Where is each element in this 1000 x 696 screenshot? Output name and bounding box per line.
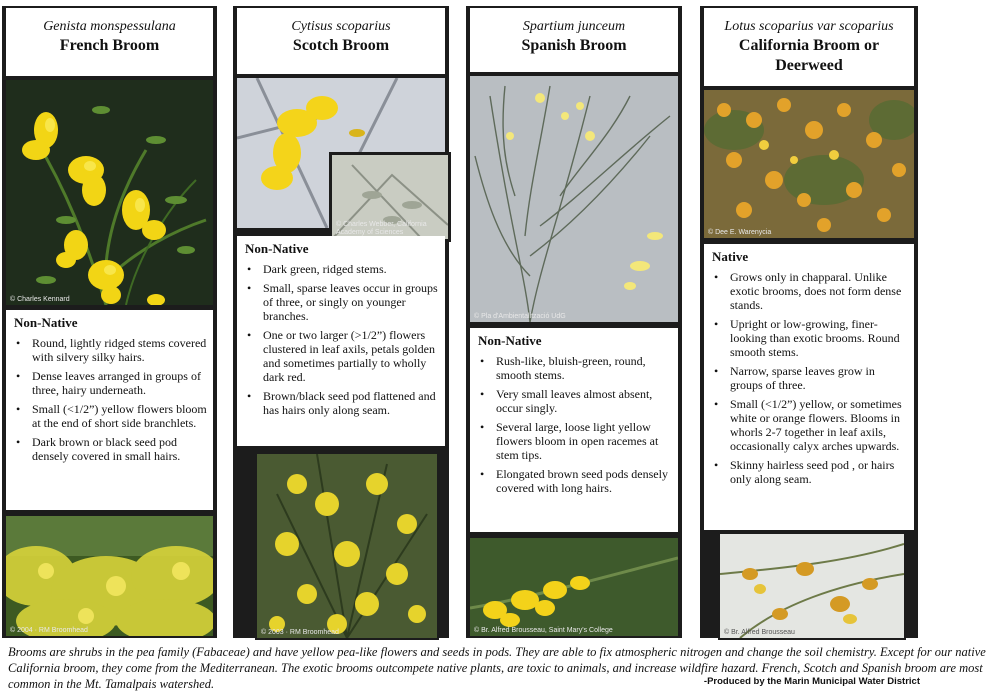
native-status: Non-Native	[478, 333, 542, 348]
scientific-name: Cytisus scoparius	[291, 19, 391, 34]
native-status: Non-Native	[14, 315, 78, 330]
feature-item: • Dense leaves arranged in groups of three, hairy underneath.	[6, 369, 207, 397]
shrub-photo	[255, 452, 439, 640]
feature-item: • Skinny hairless seed pod , or hairs only along seam.	[704, 458, 908, 486]
feature-item: • Narrow, sparse leaves grow in groups of three.	[704, 364, 908, 392]
feature-item: • Small (<1/2”) yellow, or sometimes white or orange flowers. Blooms in whorls 2-7 together in leaf axils, occasionally calyx arches upwards.	[704, 397, 908, 453]
description-box	[6, 310, 213, 510]
scientific-name: Spartium junceum	[522, 19, 626, 34]
photo-credit: © Dee E. Warenycia	[708, 229, 772, 236]
spanish-broom-flower-image	[470, 538, 678, 636]
feature-item: • Upright or low-growing, finer-looking than exotic brooms. Round smooth stems.	[704, 317, 908, 359]
spanish-broom-plant-image	[470, 76, 678, 322]
feature-item: • Round, lightly ridged stems covered with silvery silky hairs.	[6, 336, 207, 364]
flower-photo	[704, 90, 914, 238]
feature-list	[6, 336, 213, 463]
shrub-photo	[6, 516, 213, 636]
feature-item: • Rush-like, bluish-green, round, smooth stems.	[470, 354, 672, 382]
feature-item: • Brown/black seed pod flattened and has hairs only along seam.	[237, 389, 439, 417]
feature-item: • Dark green, ridged stems.	[237, 262, 439, 276]
california-broom-seedpod-image	[720, 534, 904, 638]
description-box	[704, 244, 914, 530]
scotch-broom-shrub-image	[257, 454, 437, 638]
species-panel-spanish-broom	[466, 6, 682, 638]
feature-item: • One or two larger (>1/2”) flowers clustered in leaf axils, petals golden and sometimes partially to wholly dark red.	[237, 328, 439, 384]
species-panel-california-broom	[700, 6, 918, 638]
photo-credit: © Charles Webber, California Academy of Sciences	[336, 221, 427, 236]
description-box	[237, 236, 445, 446]
feature-item: • Very small leaves almost absent, occur singly.	[470, 387, 672, 415]
scientific-name: Genista monspessulana	[43, 19, 176, 34]
species-header	[6, 8, 213, 76]
flower-photo	[6, 80, 213, 305]
photo-credit: © Br. Alfred Brousseau	[724, 629, 795, 636]
feature-item: • Small, sparse leaves occur in groups of three, or singly on younger branches.	[237, 281, 439, 323]
photo-credit: © Pla d'Ambientalització UdG	[474, 313, 566, 320]
common-name: Spanish Broom	[521, 37, 627, 54]
species-header	[237, 8, 445, 74]
species-header	[470, 8, 678, 72]
feature-item: • Small (<1/2”) yellow flowers bloom at the end of short side branchlets.	[6, 402, 207, 430]
species-panel-scotch-broom	[233, 6, 449, 638]
common-name: French Broom	[59, 37, 160, 54]
feature-item: • Several large, loose light yellow flowers bloom in open racemes at stem tips.	[470, 420, 672, 462]
photo-credit: © Br. Alfred Brousseau, Saint Mary's College	[474, 627, 613, 634]
feature-list	[237, 262, 445, 417]
feature-list	[470, 354, 678, 495]
french-broom-shrub-image	[6, 516, 213, 636]
photo-credit: © Charles Kennard	[10, 296, 70, 303]
inset-photo	[329, 152, 451, 242]
california-broom-flower-image	[704, 90, 914, 238]
plant-photo	[470, 76, 678, 322]
feature-item: • Grows only in chapparal. Unlike exotic brooms, does not form dense stands.	[704, 270, 908, 312]
common-name: Scotch Broom	[292, 37, 390, 54]
species-panel-french-broom	[2, 6, 217, 638]
common-name: California Broom or Deerweed	[738, 37, 880, 74]
feature-item: • Dark brown or black seed pod densely covered in small hairs.	[6, 435, 207, 463]
seedpod-photo	[718, 532, 906, 640]
photo-credit: © 2004 · RM Broomhead	[10, 627, 88, 634]
producer-credit: -Produced by the Marin Municipal Water District	[703, 676, 920, 687]
feature-list	[704, 270, 914, 486]
species-header	[704, 8, 914, 86]
native-status: Native	[712, 249, 749, 264]
feature-item: • Elongated brown seed pods densely covered with long hairs.	[470, 467, 672, 495]
scientific-name: Lotus scoparius var scoparius	[724, 19, 894, 34]
photo-credit: © 2003 · RM Broomhead	[261, 629, 339, 636]
flower-photo	[470, 538, 678, 636]
french-broom-flower-image	[6, 80, 213, 305]
native-status: Non-Native	[245, 241, 309, 256]
footer-description: Brooms are shrubs in the pea family (Fabaceae) and have yellow pea-like flowers and seeds in pods. They are able to fix atmospheric nitrogen and change the soil chemistry. Except for our native California broom, they come from the Mediterranean. The exotic brooms outcompete native plants, are toxic to animals, and increase wildfire hazard. French, Scotch and Spanish broom are most common in the Mt. Tamalpais watershed.	[8, 645, 986, 691]
description-box	[470, 328, 678, 532]
